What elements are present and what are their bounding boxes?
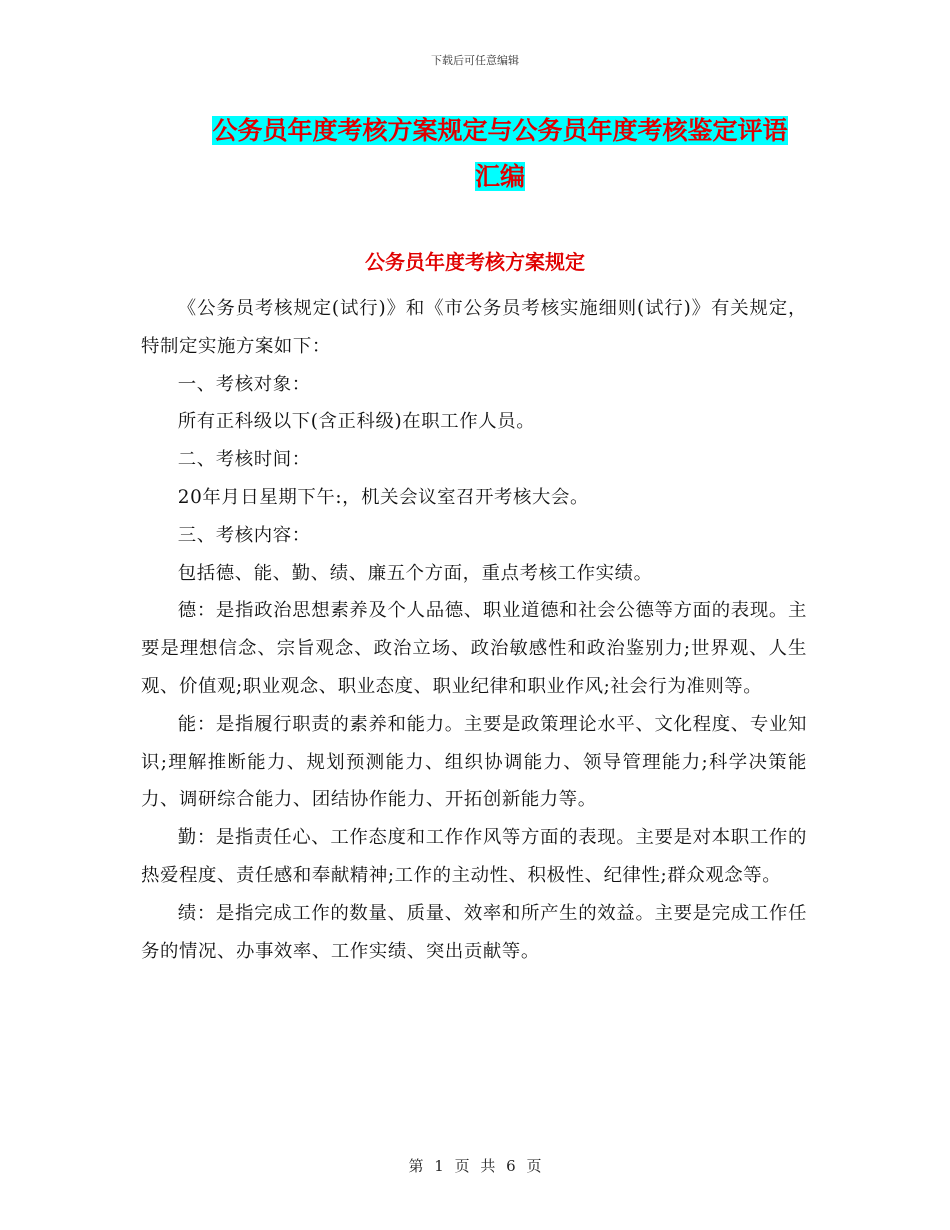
document-title	[150, 108, 850, 200]
paragraph: 能：是指履行职责的素养和能力。主要是政策理论水平、文化程度、专业知识;理解推断能力、规划预测能力、组织协调能力、领导管理能力;科学决策能力、调研综合能力、团结协作能力、开拓创新能力等。	[141, 713, 807, 811]
page-header-note: 下载后可任意编辑	[431, 54, 519, 67]
document-title-line-2: 汇编	[474, 162, 525, 191]
paragraph: 德：是指政治思想素养及个人品德、职业道德和社会公德等方面的表现。主要是理想信念、宗旨观念、政治立场、政治敏感性和政治鉴别力;世界观、人生观、价值观;职业观念、职业态度、职业纪律和职业作风;社会行为准则等。	[141, 600, 807, 697]
paragraph: 绩：是指完成工作的数量、质量、效率和所产生的效益。主要是完成工作任务的情况、办事效率、工作实绩、突出贡献等。	[141, 902, 807, 962]
paragraph: 《公务员考核规定(试行)》和《市公务员考核实施细则(试行)》有关规定，特制定实施方案如下：	[141, 298, 807, 357]
page-number: 第 1 页 共 6 页	[408, 1157, 542, 1175]
paragraph: 三、考核内容：	[177, 524, 311, 546]
section-title: 公务员年度考核方案规定	[365, 250, 585, 274]
paragraph: 勤：是指责任心、工作态度和工作作风等方面的表现。主要是对本职工作的热爱程度、责任感和奉献精神;工作的主动性、积极性、纪律性;群众观念等。	[141, 827, 807, 886]
paragraph: 二、考核时间：	[177, 449, 311, 471]
paragraph: 包括德、能、勤、绩、廉五个方面，重点考核工作实绩。	[177, 562, 653, 584]
paragraph: 所有正科级以下(含正科级)在职工作人员。	[177, 411, 536, 433]
paragraph: 20年月日星期下午:，机关会议室召开考核大会。	[177, 486, 590, 508]
paragraph: 一、考核对象：	[177, 373, 311, 395]
document-title-line-1: 公务员年度考核方案规定与公务员年度考核鉴定评语	[212, 116, 788, 145]
document-body	[141, 290, 807, 970]
